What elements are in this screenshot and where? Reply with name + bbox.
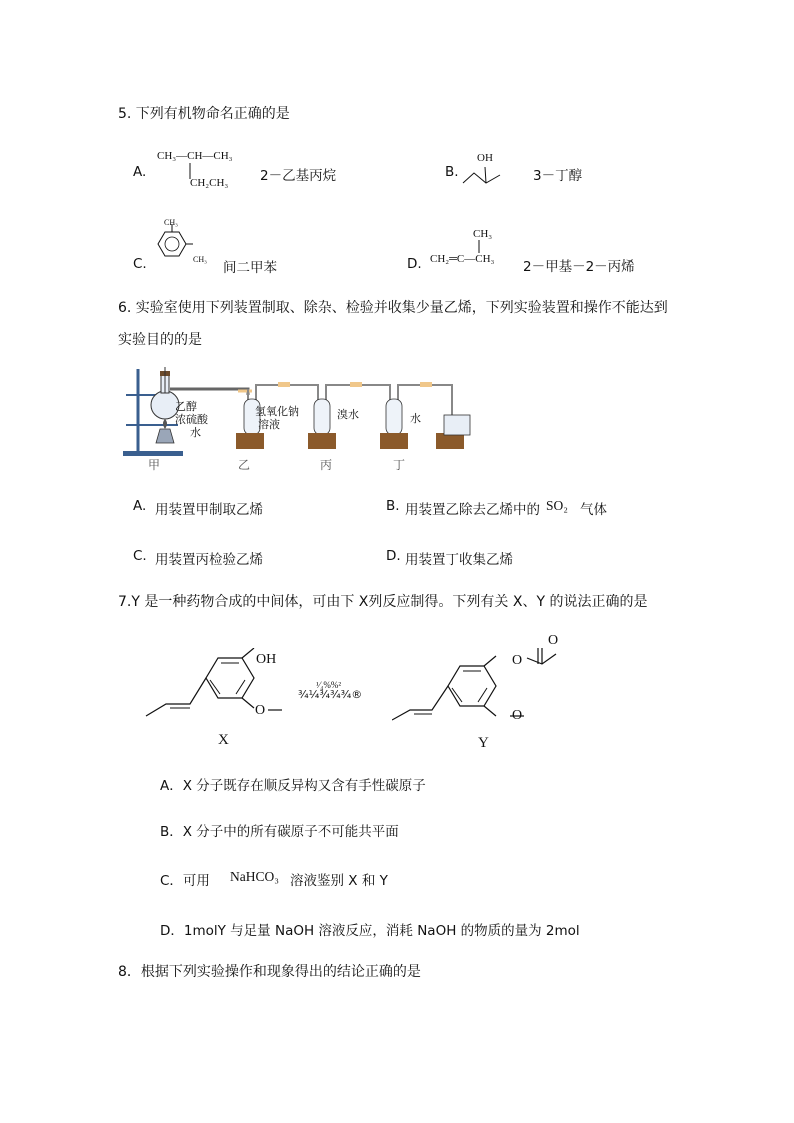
q6-option-b-letter: B. <box>386 498 400 514</box>
q7-label-x: X <box>218 732 229 748</box>
q7-x-oh: OH <box>256 652 277 667</box>
q5-c-name: 间二甲苯 <box>223 260 277 276</box>
q5-d-bond <box>474 240 484 254</box>
q6-label-ding: 丁 <box>393 458 406 472</box>
q7-option-c-post: 溶液鉴别 X 和 Y <box>290 873 388 889</box>
q5-a-formula-bottom: CH₂CH₃ <box>190 177 229 189</box>
q7-structure-y <box>392 640 572 732</box>
q7-y-methoxy-o: O <box>512 708 523 723</box>
q6-stem-line1: 6. 实验室使用下列装置制取、除杂、检验并收集少量乙烯，下列实验装置和操作不能达到 <box>118 300 668 316</box>
q6-label-bromine: 溴水 <box>337 409 359 421</box>
q5-option-b-letter: B. <box>445 164 459 180</box>
q7-option-c-pre: C．可用 <box>160 873 210 889</box>
q7-y-ester-o: O <box>512 653 523 668</box>
q7-stem: 7.Y 是一种药物合成的中间体，可由下 X列反应制得。下列有关 X、Y 的说法正确的是 <box>118 594 648 610</box>
q6-label-ethanol: 乙醇 <box>175 401 197 413</box>
q7-x-o: O <box>255 703 266 718</box>
q6-option-b-post: 气体 <box>580 502 607 518</box>
q6-option-a: 用装置甲制取乙烯 <box>155 502 263 518</box>
q7-arrow: ¾¼¾¾¾® <box>298 688 363 701</box>
q5-b-skeleton <box>460 165 520 190</box>
q7-option-b: B．X 分子中的所有碳原子不可能共平面 <box>160 824 399 840</box>
q6-label-bing: 丙 <box>320 458 333 472</box>
q7-option-d: D．1molY 与足量 NaOH 溶液反应，消耗 NaOH 的物质的量为 2mol <box>160 923 580 939</box>
q6-label-naoh2: 溶液 <box>258 419 280 431</box>
q5-c-benzene <box>145 218 215 274</box>
q5-d-name: 2－甲基－2－丙烯 <box>523 259 635 275</box>
q7-option-c-nahco3: NaHCO₃ <box>230 869 279 884</box>
q7-y-carbonyl-o: O <box>548 633 559 648</box>
q7-option-a: A．X 分子既存在顺反异构又含有手性碳原子 <box>160 778 426 794</box>
q6-label-water2: 水 <box>410 413 421 425</box>
q6-option-d: 用装置丁收集乙烯 <box>405 552 513 568</box>
q7-label-y: Y <box>478 735 489 751</box>
q5-d-formula-top: CH₃ <box>473 228 493 240</box>
q6-stem-line2: 实验目的的是 <box>118 332 202 348</box>
q5-option-d-letter: D. <box>407 256 422 272</box>
q5-c-ch3-top: CH₃ <box>164 218 178 227</box>
q5-b-oh: OH <box>477 152 493 164</box>
q5-d-formula-main: CH₂═C—CH₃ <box>430 253 495 265</box>
q6-option-c: 用装置丙检验乙烯 <box>155 552 263 568</box>
q5-option-a-letter: A. <box>133 164 147 180</box>
q6-option-d-letter: D. <box>386 548 401 564</box>
q6-label-yi: 乙 <box>238 458 251 472</box>
q6-label-naoh1: 氢氧化钠 <box>255 406 299 418</box>
q6-option-a-letter: A. <box>133 498 147 514</box>
q6-option-b-pre: 用装置乙除去乙烯中的 <box>405 502 540 518</box>
q6-label-water: 水 <box>190 427 201 439</box>
q6-option-c-letter: C. <box>133 548 147 564</box>
q5-a-name: 2－乙基丙烷 <box>260 168 337 184</box>
q7-arrow-top: ¹⁄₄%%² <box>316 680 342 690</box>
q5-c-ch3-right: CH₃ <box>193 255 207 264</box>
q5-option-c-letter: C. <box>133 256 147 272</box>
q6-option-b-so2: SO₂ <box>546 498 568 513</box>
q6-label-sulfuric: 浓硫酸 <box>175 414 208 426</box>
q8-stem: 8．根据下列实验操作和现象得出的结论正确的是 <box>118 964 421 980</box>
q5-a-formula-top: CH₃—CH—CH₃ <box>157 150 233 162</box>
q6-apparatus-diagram <box>118 365 488 470</box>
q6-label-jia: 甲 <box>148 458 161 472</box>
q5-stem: 5. 下列有机物命名正确的是 <box>118 106 290 122</box>
q5-b-name: 3－丁醇 <box>533 168 583 184</box>
